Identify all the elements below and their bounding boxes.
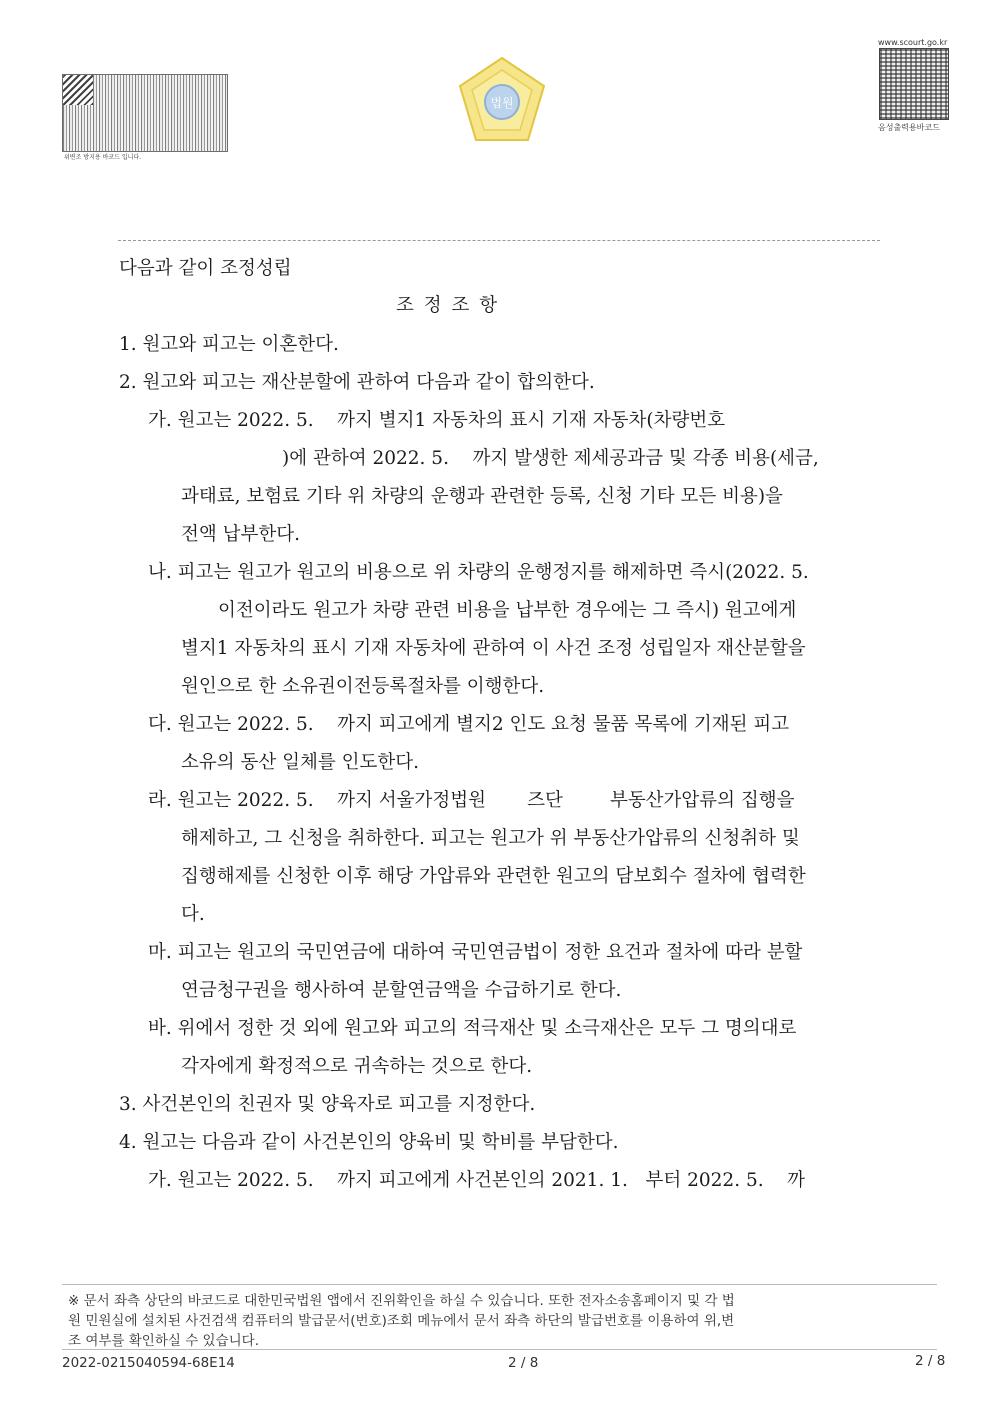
clause-1: 1. 원고와 피고는 이혼한다. [119, 334, 339, 355]
clause-2-ma-cont: 연금청구권을 행사하여 분할연금액을 수급하기로 한다. [181, 980, 622, 1001]
clause-2-ba: 바. 위에서 정한 것 외에 원고와 피고의 적극재산 및 소극재산은 모두 그 명의대로 [148, 1018, 797, 1039]
clause-2-ba-cont: 각자에게 확정적으로 귀속하는 것으로 한다. [181, 1056, 533, 1077]
clause-2-ga-cont: 전액 납부한다. [181, 524, 300, 545]
qr-caption: 음성출력용바코드 [878, 123, 940, 132]
clause-2-na-cont: 원인으로 한 소유권이전등록절차를 이행한다. [181, 676, 545, 697]
court-seal-icon [454, 56, 550, 146]
site-url: www.scourt.go.kr [878, 38, 948, 47]
issue-number: 2022-0215040594-68E14 [62, 1355, 235, 1371]
clause-2: 2. 원고와 피고는 재산분할에 관하여 다음과 같이 합의한다. [119, 372, 595, 393]
verification-barcode [62, 74, 228, 152]
notice-line: 조 여부를 확인하실 수 있습니다. [68, 1333, 259, 1349]
separator-line [118, 240, 880, 241]
clause-2-ga-cont: 과태료, 보험료 기타 위 차량의 운행과 관련한 등록, 신청 기타 모든 비용)을 [181, 486, 783, 507]
notice-line: 원 민원실에 설치된 사건검색 컴퓨터의 발급문서(번호)조회 메뉴에서 문서 좌측 하단의 발급번호를 이용하여 위,변 [68, 1313, 735, 1329]
clause-2-na-cont: 별지1 자동차의 표시 기재 자동차에 관하여 이 사건 조정 성립일자 재산분할을 [181, 638, 806, 659]
clause-3: 3. 사건본인의 친권자 및 양육자로 피고를 지정한다. [119, 1094, 536, 1115]
clause-2-ra-cont: 집행해제를 신청한 이후 해당 가압류와 관련한 원고의 담보회수 절차에 협력한 [181, 866, 806, 887]
clause-2-da-cont: 소유의 동산 일체를 인도한다. [181, 752, 419, 773]
clause-2-ra: 라. 원고는 2022. 5. 까지 서울가정법원 즈단 부동산가압류의 집행을 [148, 790, 795, 811]
page-number-right: 2 / 8 [915, 1353, 946, 1369]
clause-2-na-cont: 이전이라도 원고가 차량 관련 비용을 납부한 경우에는 그 즉시) 원고에게 [218, 600, 797, 621]
clause-2-ra-cont: 해제하고, 그 신청을 취하한다. 피고는 원고가 위 부동산가압류의 신청취하 및 [181, 828, 800, 849]
clause-2-da: 다. 원고는 2022. 5. 까지 피고에게 별지2 인도 요청 물품 목록에 기재된 피고 [148, 714, 790, 735]
intro-text: 다음과 같이 조정성립 [119, 258, 292, 279]
clause-2-ra-cont: 다. [181, 904, 205, 925]
barcode-caption: 위변조 방지용 바코드 입니다. [64, 154, 142, 161]
clause-4: 4. 원고는 다음과 같이 사건본인의 양육비 및 학비를 부담한다. [119, 1132, 619, 1153]
page-number-center: 2 / 8 [508, 1355, 539, 1371]
clause-2-ga-cont: )에 관하여 2022. 5. 까지 발생한 제세공과금 및 각종 비용(세금, [282, 448, 819, 469]
verification-notice [62, 1284, 937, 1350]
clause-2-ga: 가. 원고는 2022. 5. 까지 별지1 자동차의 표시 기재 자동차(차량번호 [148, 410, 726, 431]
section-title: 조 정 조 항 [396, 295, 500, 316]
notice-line: ※ 문서 좌측 상단의 바코드로 대한민국법원 앱에서 진위확인을 하실 수 있습니다. 또한 전자소송홈페이지 및 각 법 [68, 1293, 735, 1309]
clause-2-ma: 마. 피고는 원고의 국민연금에 대하여 국민연금법이 정한 요건과 절차에 따라 분할 [148, 942, 803, 963]
clause-4-ga: 가. 원고는 2022. 5. 까지 피고에게 사건본인의 2021. 1. 부터 2022. 5. 까 [148, 1170, 806, 1191]
clause-2-na: 나. 피고는 원고가 원고의 비용으로 위 차량의 운행정지를 해제하면 즉시(2022. 5. [148, 562, 809, 583]
qr-code [879, 48, 949, 120]
seal-text: 법원 [490, 96, 514, 110]
